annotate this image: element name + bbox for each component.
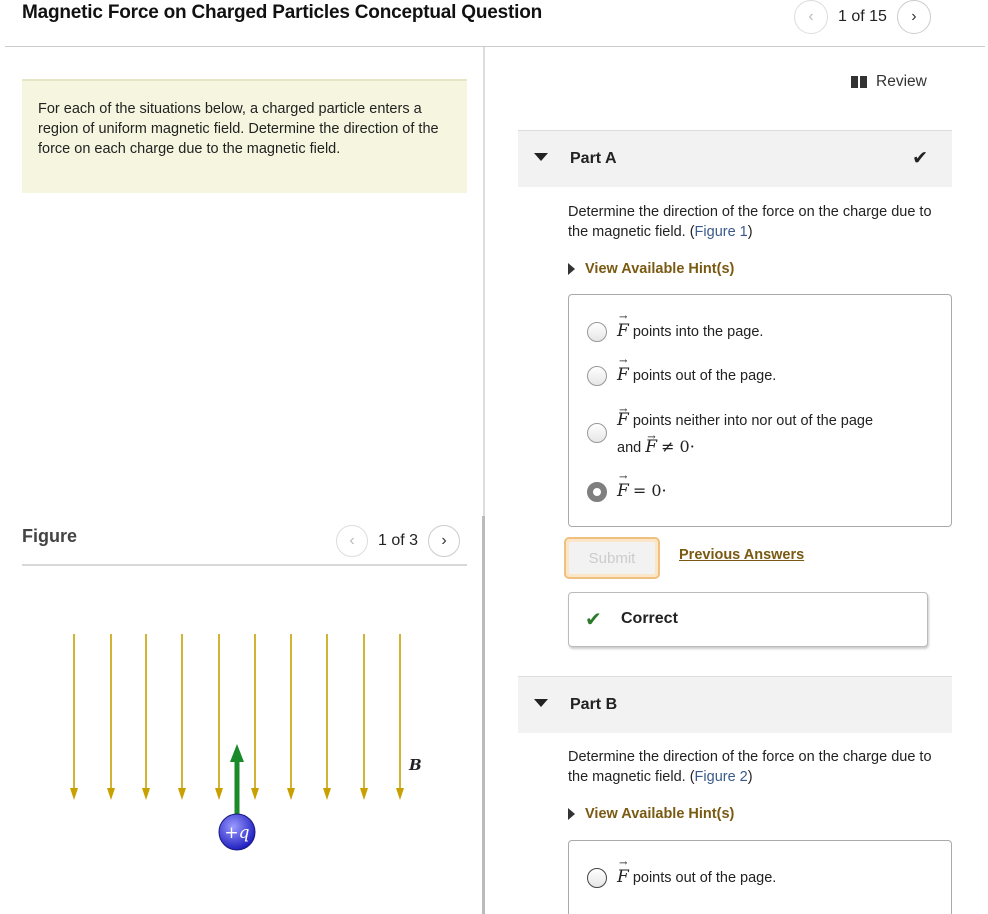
collapse-icon bbox=[534, 153, 548, 161]
figure-title: Figure bbox=[22, 526, 78, 546]
part-b-question-text: Determine the direction of the force on the charge due to the magnetic field. bbox=[568, 749, 932, 785]
previous-answers-link[interactable]: Previous Answers bbox=[679, 547, 805, 563]
field-line-arrowhead bbox=[215, 788, 223, 800]
column-resize-handle[interactable] bbox=[482, 516, 485, 914]
submit-label: Submit bbox=[569, 542, 655, 574]
figure-diagram bbox=[22, 620, 442, 860]
figure-pager bbox=[336, 525, 460, 557]
option-into-page-text: points into the page. bbox=[632, 324, 764, 340]
book-icon bbox=[850, 75, 868, 89]
force-vector: → F bbox=[617, 321, 629, 341]
part-a-options bbox=[568, 294, 952, 527]
next-question-button[interactable]: › bbox=[897, 0, 931, 34]
option-neither-text: points neither into nor out of the page bbox=[632, 413, 874, 429]
option-zero[interactable] bbox=[587, 481, 667, 502]
option-out-of-page-text: points out of the page. bbox=[632, 368, 777, 384]
part-a-question: Determine the direction of the force on the charge due to the magnetic field. (Figure 1) bbox=[568, 204, 932, 240]
prev-question-button[interactable]: ‹ bbox=[794, 0, 828, 34]
question-pager bbox=[794, 0, 931, 34]
checkmark-icon: ✔ bbox=[912, 148, 928, 169]
option-out-of-page-b-text: points out of the page. bbox=[632, 870, 777, 886]
review-link[interactable] bbox=[850, 73, 927, 91]
field-line-arrowhead bbox=[142, 788, 150, 800]
submit-button[interactable] bbox=[564, 537, 660, 579]
field-line-arrowhead bbox=[287, 788, 295, 800]
checkmark-icon: ✔ bbox=[585, 609, 602, 631]
force-vector: → F bbox=[617, 481, 629, 501]
part-b-header[interactable] bbox=[518, 676, 952, 733]
field-line-arrowhead bbox=[360, 788, 368, 800]
part-a-label: Part A bbox=[570, 150, 617, 167]
option-neither-math: ≠ 0· bbox=[661, 437, 695, 456]
review-label: Review bbox=[876, 73, 927, 90]
radio-neither-nonzero[interactable] bbox=[587, 423, 607, 443]
figure-divider bbox=[22, 564, 467, 566]
option-out-of-page[interactable] bbox=[587, 365, 776, 386]
option-neither-and: and bbox=[617, 440, 642, 456]
part-a-header[interactable] bbox=[518, 130, 952, 187]
caret-right-icon bbox=[568, 263, 575, 275]
velocity-arrowhead bbox=[230, 744, 244, 762]
header-divider bbox=[5, 46, 985, 47]
radio-out-of-page[interactable] bbox=[587, 366, 607, 386]
charge-label: +q bbox=[224, 823, 250, 843]
figure-2-link[interactable]: Figure 2 bbox=[694, 769, 748, 785]
radio-zero-selected[interactable] bbox=[587, 482, 607, 502]
field-label: B bbox=[409, 756, 422, 774]
radio-into-page[interactable] bbox=[587, 322, 607, 342]
part-a-hint-label: View Available Hint(s) bbox=[585, 261, 735, 277]
field-line-arrowhead bbox=[178, 788, 186, 800]
force-vector: → F bbox=[617, 867, 629, 887]
part-a-question-text: Determine the direction of the force on the charge due to the magnetic field. bbox=[568, 204, 932, 240]
part-b-label: Part B bbox=[570, 696, 618, 713]
option-out-of-page-b[interactable] bbox=[587, 867, 776, 888]
part-b-question: Determine the direction of the force on the charge due to the magnetic field. (Figure 2) bbox=[568, 749, 932, 785]
part-b-hint-toggle[interactable] bbox=[568, 806, 734, 822]
field-line-arrowhead bbox=[107, 788, 115, 800]
field-line-arrowhead bbox=[70, 788, 78, 800]
part-b-hint-label: View Available Hint(s) bbox=[585, 806, 735, 822]
field-line-arrowhead bbox=[251, 788, 259, 800]
feedback-text: Correct bbox=[621, 610, 678, 627]
feedback-correct bbox=[568, 592, 928, 647]
figure-1-link[interactable]: Figure 1 bbox=[694, 224, 748, 240]
intro-panel bbox=[22, 79, 467, 193]
next-figure-button[interactable]: › bbox=[428, 525, 460, 557]
option-neither-nonzero[interactable] bbox=[587, 407, 873, 461]
force-vector: → F bbox=[617, 407, 629, 433]
question-pager-label: 1 of 15 bbox=[838, 8, 887, 25]
page-title: Magnetic Force on Charged Particles Conceptual Question bbox=[22, 2, 543, 23]
option-zero-math: = 0· bbox=[632, 481, 667, 500]
field-line-arrowhead bbox=[323, 788, 331, 800]
option-into-page[interactable] bbox=[587, 321, 763, 342]
figure-pager-label: 1 of 3 bbox=[378, 532, 419, 549]
force-vector: → F bbox=[645, 434, 657, 460]
prev-figure-button[interactable]: ‹ bbox=[336, 525, 368, 557]
caret-right-icon bbox=[568, 808, 575, 820]
part-b-options bbox=[568, 840, 952, 914]
radio-out-of-page-b[interactable] bbox=[587, 868, 607, 888]
part-a-hint-toggle[interactable] bbox=[568, 261, 734, 277]
collapse-icon bbox=[534, 699, 548, 707]
force-vector: → F bbox=[617, 365, 629, 385]
field-line-arrowhead bbox=[396, 788, 404, 800]
intro-text: For each of the situations below, a charged particle enters a region of uniform magnetic field. Determine the direction of the force on each charge due to the magnetic field. bbox=[38, 101, 439, 157]
